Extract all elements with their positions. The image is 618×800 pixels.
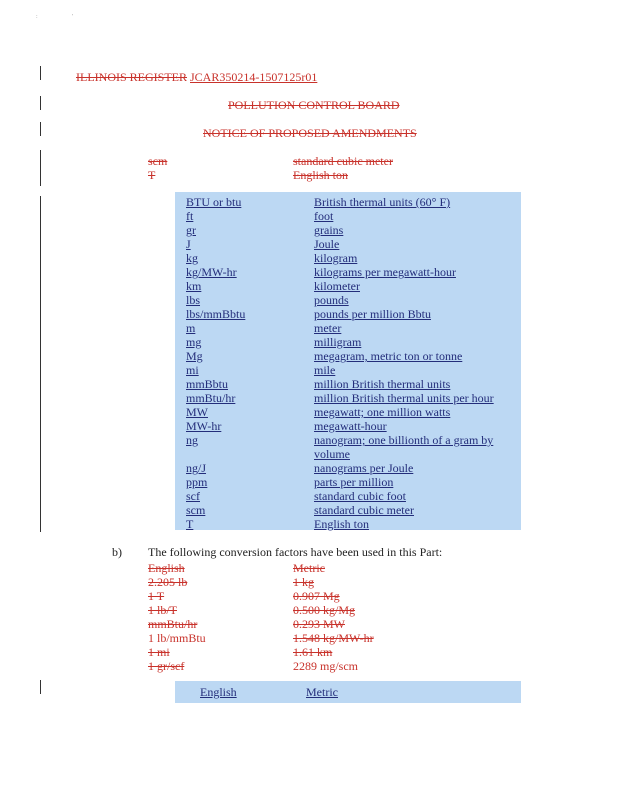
meaning-cell: Joule (314, 237, 340, 251)
conversion-metric: 1.61 km (293, 645, 333, 659)
deleted-abbr: T (148, 168, 156, 182)
conversion-english: 1 T (148, 589, 165, 603)
meaning-cell: nanograms per Joule (314, 461, 414, 475)
conversion-english: 1 lb/T (148, 603, 177, 617)
meaning-cell-continued: volume (314, 447, 350, 461)
meaning-cell: kilograms per megawatt-hour (314, 265, 456, 279)
register-header (76, 70, 317, 85)
conversion-metric: 1 kg (293, 575, 314, 589)
conversion-english: 1 mi (148, 645, 170, 659)
section-text: The following conversion factors have been used in this Part: (148, 545, 443, 559)
conversion-english: 1 lb/mmBtu (148, 631, 206, 645)
abbr-cell: J (186, 237, 191, 251)
deleted-meaning: English ton (293, 168, 349, 182)
abbr-cell: gr (186, 223, 196, 237)
notice-title: NOTICE OF PROPOSED AMENDMENTS (203, 126, 417, 140)
meaning-cell: grains (314, 223, 344, 237)
meaning-cell: million British thermal units per hour (314, 391, 494, 405)
revision-bar (40, 150, 41, 186)
abbr-cell: m (186, 321, 196, 335)
abbr-cell: MW-hr (186, 419, 222, 433)
new-header-metric: Metric (306, 685, 338, 699)
meaning-cell: pounds (314, 293, 349, 307)
meaning-cell: standard cubic foot (314, 489, 406, 503)
corner-mark-1: : (36, 14, 38, 20)
meaning-cell: kilogram (314, 251, 358, 265)
deleted-abbr: scm (148, 154, 168, 168)
abbr-cell: Mg (186, 349, 203, 363)
meaning-cell: British thermal units (60° F) (314, 195, 451, 209)
new-header-english: English (200, 685, 237, 699)
conversion-header-metric: Metric (293, 561, 325, 575)
meaning-cell: megagram, metric ton or tonne (314, 349, 463, 363)
abbr-cell: ppm (186, 475, 208, 489)
abbr-cell: ft (186, 209, 194, 223)
abbr-cell: ng/J (186, 461, 207, 475)
meaning-cell: meter (314, 321, 342, 335)
conversion-metric: 0.907 Mg (293, 589, 340, 603)
abbr-cell: BTU or btu (186, 195, 242, 209)
corner-mark-2: ' (72, 14, 74, 20)
abbr-cell: mmBtu/hr (186, 391, 236, 405)
jcar-code: JCAR350214-1507125r01 (190, 70, 318, 84)
abbr-cell: kg (186, 251, 198, 265)
meaning-cell: mile (314, 363, 336, 377)
abbr-cell: lbs/mmBbtu (186, 307, 246, 321)
meaning-cell: million British thermal units (314, 377, 451, 391)
meaning-cell: milligram (314, 335, 362, 349)
revision-bar (40, 66, 41, 80)
revision-bar (40, 196, 41, 532)
conversion-metric: 0.500 kg/Mg (293, 603, 356, 617)
abbr-cell: scf (186, 489, 200, 503)
abbr-cell: kg/MW-hr (186, 265, 237, 279)
conversion-english: mmBtu/hr (148, 617, 198, 631)
meaning-cell: standard cubic meter (314, 503, 414, 517)
register-title: ILLINOIS REGISTER (76, 70, 187, 84)
conversion-english: 1 gr/scf (148, 659, 185, 673)
abbr-cell: ng (186, 433, 198, 447)
abbr-cell: mg (186, 335, 202, 349)
meaning-cell: pounds per million Bbtu (314, 307, 431, 321)
meaning-cell: kilometer (314, 279, 360, 293)
conversion-metric: 0.293 MW (293, 617, 345, 631)
abbr-cell: T (186, 517, 194, 531)
revision-bar (40, 680, 41, 694)
abbr-cell: MW (186, 405, 208, 419)
abbr-cell: scm (186, 503, 206, 517)
meaning-cell: megawatt; one million watts (314, 405, 451, 419)
conversion-header-english: English (148, 561, 185, 575)
section-label: b) (112, 545, 122, 559)
abbr-cell: lbs (186, 293, 201, 307)
abbr-cell: mmBbtu (186, 377, 229, 391)
abbr-cell: mi (186, 363, 199, 377)
board-title: POLLUTION CONTROL BOARD (228, 98, 400, 112)
revision-bar (40, 122, 41, 136)
meaning-cell: parts per million (314, 475, 394, 489)
deleted-meaning: standard cubic meter (293, 154, 393, 168)
meaning-cell: nanogram; one billionth of a gram by (314, 433, 494, 447)
revision-bar (40, 96, 41, 110)
meaning-cell: megawatt-hour (314, 419, 387, 433)
meaning-cell: foot (314, 209, 334, 223)
conversion-metric: 1.548 kg/MW-hr (293, 631, 374, 645)
meaning-cell: English ton (314, 517, 370, 531)
conversion-english: 2.205 lb (148, 575, 188, 589)
abbr-cell: km (186, 279, 202, 293)
conversion-metric: 2289 mg/scm (293, 659, 358, 673)
